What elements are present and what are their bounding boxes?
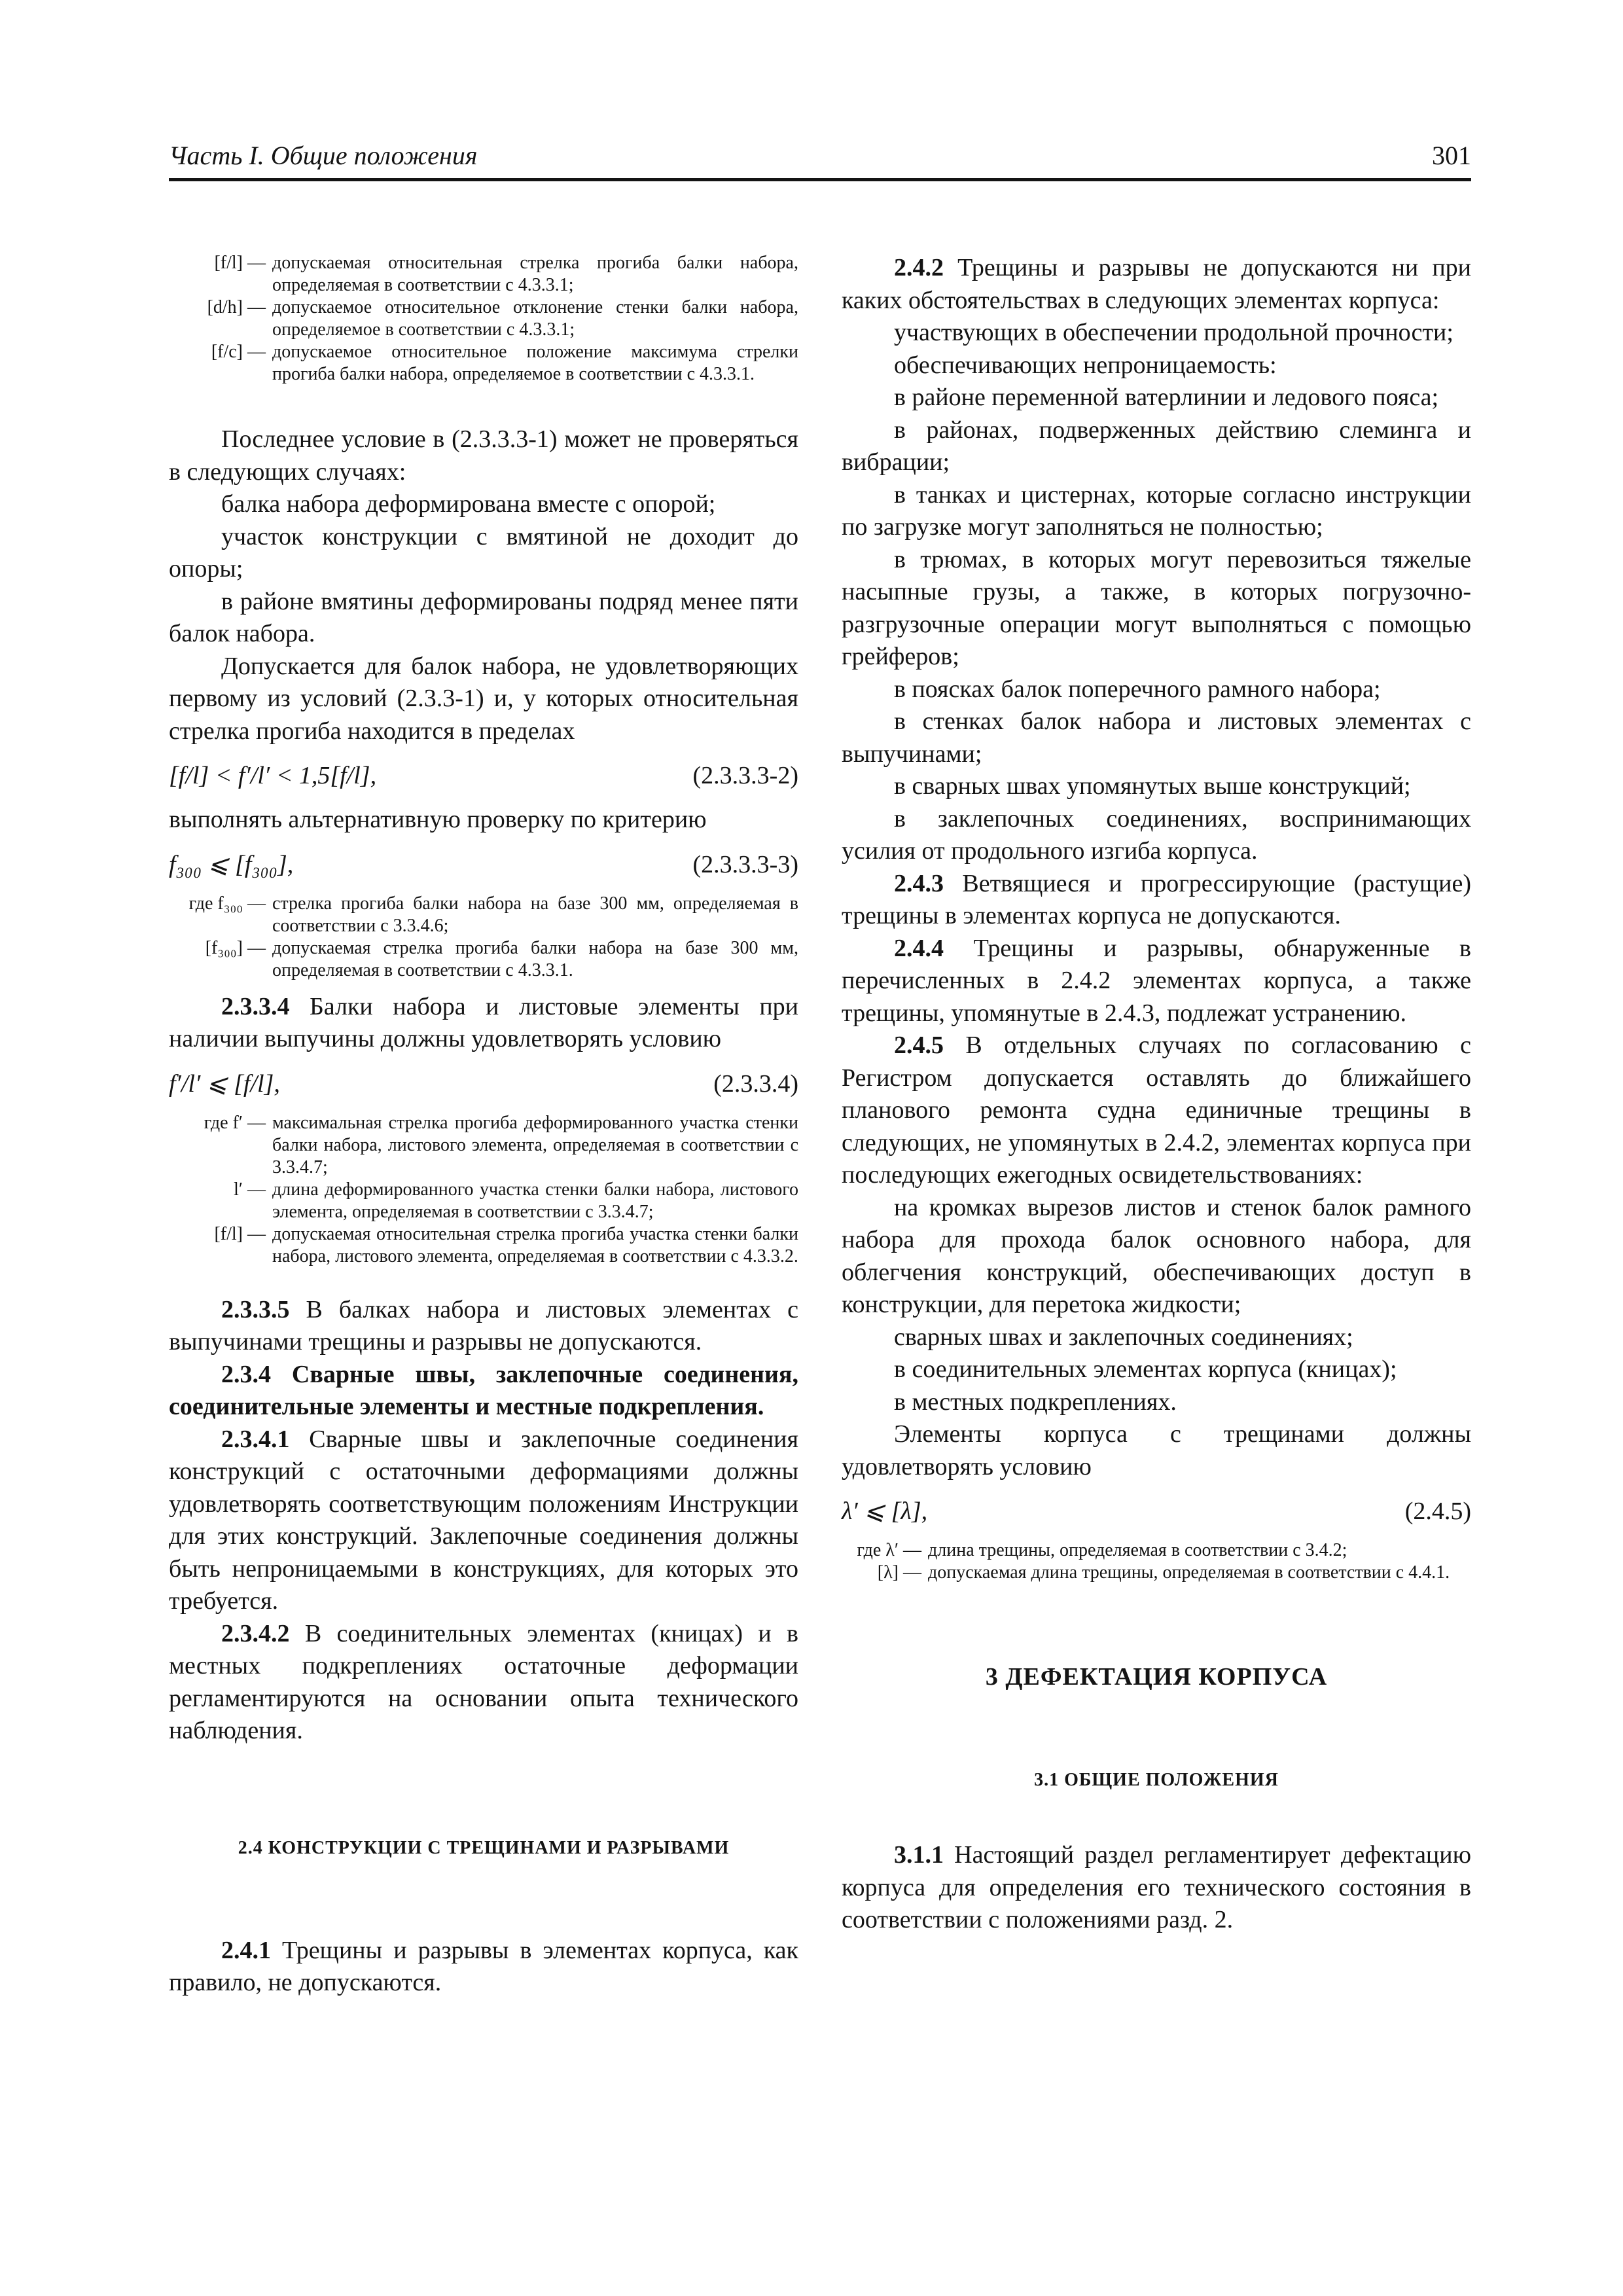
clause-text: Трещины и разрывы не допускаются ни при каких обстоятельствах в следующих элементах корпуса: [842,254,1471,314]
legend-row [169,1179,798,1223]
left-column [169,252,798,2000]
section-heading-2-4: 2.4 КОНСТРУКЦИИ С ТРЕЩИНАМИ И РАЗРЫВАМИ [238,1837,730,1858]
clause-number: 2.3.3.4 [221,992,290,1020]
paragraph [842,1030,1471,1192]
clause-text: Балки набора и листовые элементы при наличии выпучины должны удовлетворять условию [169,992,798,1052]
page-header [169,140,1471,179]
legend-row [169,937,798,982]
legend-symbol: [d/h] — [207,297,266,317]
legend-row [188,252,798,296]
clause-text: В соединительных элементах (кницах) и в местных подкреплениях остаточные деформации регламентируются на основании опыта технического наблюдения. [169,1619,798,1744]
formula-2-3-3-4 [169,1067,798,1100]
legend-text: максимальная стрелка прогиба деформированного участка стенки балки набора, листового элемента, определяемая в соответствии с 3.3.4.7; [272,1112,798,1177]
paragraph: балка набора деформирована вместе с опорой; [221,490,716,518]
paragraph: в сварных швах упомянутых выше конструкций; [894,772,1411,800]
paragraph: сварных швах и заклепочных соединениях; [894,1323,1353,1351]
page-number: 301 [1432,141,1471,170]
header-rule [169,178,1471,181]
formula-2-3-3-3-3 [169,848,798,881]
header-title: Часть I. Общие положения [169,141,478,170]
paragraph: в поясках балок поперечного рамного набора; [894,675,1381,703]
legend-text: допускаемая длина трещины, определяемая в соответствии с 4.4.1. [928,1562,1450,1583]
clause-text: Трещины и разрывы в элементах корпуса, как правило, не допускаются. [169,1936,798,1996]
chapter-heading-3: 3 ДЕФЕКТАЦИЯ КОРПУСА [985,1663,1328,1691]
formula-number: (2.3.3.3-3) [692,850,798,878]
legend-symbol: где f′ — [204,1112,266,1133]
paragraph [169,991,798,1056]
paragraph: в стенках балок набора и листовых элементах с выпучинами; [842,708,1471,768]
section-heading-3-1: 3.1 ОБЩИЕ ПОЛОЖЕНИЯ [1034,1770,1279,1790]
clause-text: Трещины и разрывы, обнаруженные в перечисленных в 2.4.2 элементах корпуса, а также трещины, упомянутые в 2.4.3, подлежат устранению. [842,934,1471,1027]
clause-text: Настоящий раздел регламентирует дефектацию корпуса для определения его технического состояния в соответствии с положениями разд. 2. [842,1841,1471,1933]
clause-number: 2.4.2 [894,254,944,281]
paragraph: в районе переменной ватерлинии и ледового пояса; [894,384,1439,411]
formula-2-4-5 [842,1495,1471,1528]
clause-number: 2.3.4.1 [221,1425,290,1453]
paragraph: в трюмах, в которых могут перевозиться тяжелые насыпные грузы, а также, в которых погрузочно-разгрузочные операции могут выполняться с помощью грейферов; [842,545,1471,670]
legend-symbol: где f₃₀₀ — [188,893,266,914]
paragraph [842,868,1471,933]
paragraph: в заклепочных соединениях, воспринимающих усилия от продольного изгиба корпуса. [842,804,1471,865]
paragraph [169,1935,798,2000]
legend-symbol: [f₃₀₀] — [205,937,266,958]
clause-number: 2.4.1 [221,1936,271,1964]
clause-number: 2.4.4 [894,934,944,962]
subsection-heading-text: 2.3.4 Сварные швы, заклепочные соединения, соединительные элементы и местные подкрепления. [169,1360,798,1420]
clause-text: В отдельных случаях по согласованию с Регистром допускается оставлять до ближайшего планового ремонта судна единичные трещины в следующих, не упомянутых в 2.4.2, элементах корпуса при последующих ежегодных освидетельствованиях: [842,1031,1471,1189]
legend-text: стрелка прогиба балки набора на базе 300 мм, определяемая в соответствии с 3.3.4.6; [272,893,798,936]
formula-expression: λ′ ⩽ [λ], [842,1498,928,1525]
legend-symbol: [f/c] — [211,342,266,362]
clause-number: 2.4.5 [894,1031,944,1059]
clause-text: Сварные швы и заклепочные соединения конструкций с остаточными деформациями должны удовлетворять соответствующим положениям Инструкции для этих конструкций. Заклепочные соединения должны быть непроницаемыми в конструкциях, для которых это требуется. [169,1425,798,1615]
legend-symbol: [λ] — [877,1562,921,1583]
legend-1 [188,252,798,386]
formula-expression: f₃₀₀ ⩽ [f₃₀₀], [169,850,294,878]
paragraph: на кромках вырезов листов и стенок балок рамного набора для прохода балок основного набора, для облегчения конструкций, обеспечивающих доступ в конструкции, для перетока жидкости; [842,1193,1471,1318]
paragraph: в соединительных элементах корпуса (кницах); [894,1355,1397,1383]
legend-text: допускаемая стрелка прогиба балки набора на базе 300 мм, определяемая в соответствии с 4.3.3.1. [272,937,798,980]
legend-text: допускаемое относительное положение максимума стрелки прогиба балки набора, определяемое в соответствии с 4.3.3.1. [272,342,798,384]
clause-text: В балках набора и листовых элементах с выпучинами трещины и разрывы не допускаются. [169,1295,798,1355]
clause-number: 3.1.1 [894,1841,944,1869]
paragraph: Последнее условие в (2.3.3.3-1) может не проверяться в следующих случаях: [169,425,798,486]
subsection-heading [169,1359,798,1424]
paragraph: в районах, подверженных действию слеминга и вибрации; [842,416,1471,476]
legend-row [169,893,798,937]
clause-text: Ветвящиеся и прогрессирующие (растущие) трещины в элементах корпуса не допускаются. [842,869,1471,929]
paragraph: Элементы корпуса с трещинами должны удовлетворять условию [842,1420,1471,1480]
paragraph: в местных подкреплениях. [894,1388,1177,1416]
formula-number: (2.4.5) [1404,1498,1471,1525]
paragraph: в районе вмятины деформированы подряд менее пяти балок набора. [169,587,798,647]
legend-symbol: [f/l] — [214,253,266,273]
paragraph [169,1424,798,1618]
legend-symbol: где λ′ — [857,1540,921,1560]
paragraph [842,252,1471,317]
legend-row [169,1112,798,1179]
paragraph: выполнять альтернативную проверку по критерию [169,806,707,833]
legend-row [188,341,798,386]
clause-number: 2.3.3.5 [221,1295,290,1323]
legend-2 [169,893,798,982]
paragraph: в танках и цистернах, которые согласно инструкции по загрузке могут заполняться не полностью; [842,480,1471,541]
paragraph [842,1839,1471,1937]
right-column [842,252,1471,1937]
formula-expression: f′/l′ ⩽ [f/l], [169,1069,280,1098]
formula-2-3-3-3-2 [169,759,798,792]
legend-4 [842,1539,1471,1584]
formula-number: (2.3.3.4) [713,1069,798,1098]
legend-row [842,1539,1471,1562]
legend-text: длина трещины, определяемая в соответствии с 3.4.2; [928,1540,1347,1560]
legend-row [188,296,798,341]
clause-number: 2.3.4.2 [221,1619,290,1647]
legend-text: допускаемое относительное отклонение стенки балки набора, определяемое в соответствии с 4.3.3.1; [272,297,798,340]
paragraph [169,1618,798,1748]
paragraph [169,1294,798,1359]
formula-expression: [f/l] < f′/l′ < 1,5[f/l], [169,762,377,789]
legend-3 [169,1112,798,1268]
paragraph: Допускается для балок набора, не удовлетворяющих первому из условий (2.3.3-1) и, у которых относительная стрелка прогиба находится в пределах [169,652,798,745]
legend-symbol: [f/l] — [214,1223,266,1244]
formula-number: (2.3.3.3-2) [692,762,798,789]
legend-text: длина деформированного участка стенки балки набора, листового элемента, определяемая в соответствии с 3.3.4.7; [272,1179,798,1222]
paragraph: обеспечивающих непроницаемость: [894,351,1277,379]
paragraph: участвующих в обеспечении продольной прочности; [894,319,1454,346]
legend-text: допускаемая относительная стрелка прогиба балки набора, определяемая в соответствии с 4.3.3.1; [272,253,798,295]
legend-symbol: l′ — [234,1179,266,1200]
clause-number: 2.4.3 [894,869,944,897]
legend-row [169,1223,798,1268]
legend-text: допускаемая относительная стрелка прогиба участка стенки балки набора, листового элемента, определяемая в соответствии с 4.3.3.2. [272,1223,798,1266]
paragraph [842,933,1471,1030]
paragraph: участок конструкции с вмятиной не доходит до опоры; [169,522,798,583]
legend-row [842,1562,1471,1584]
